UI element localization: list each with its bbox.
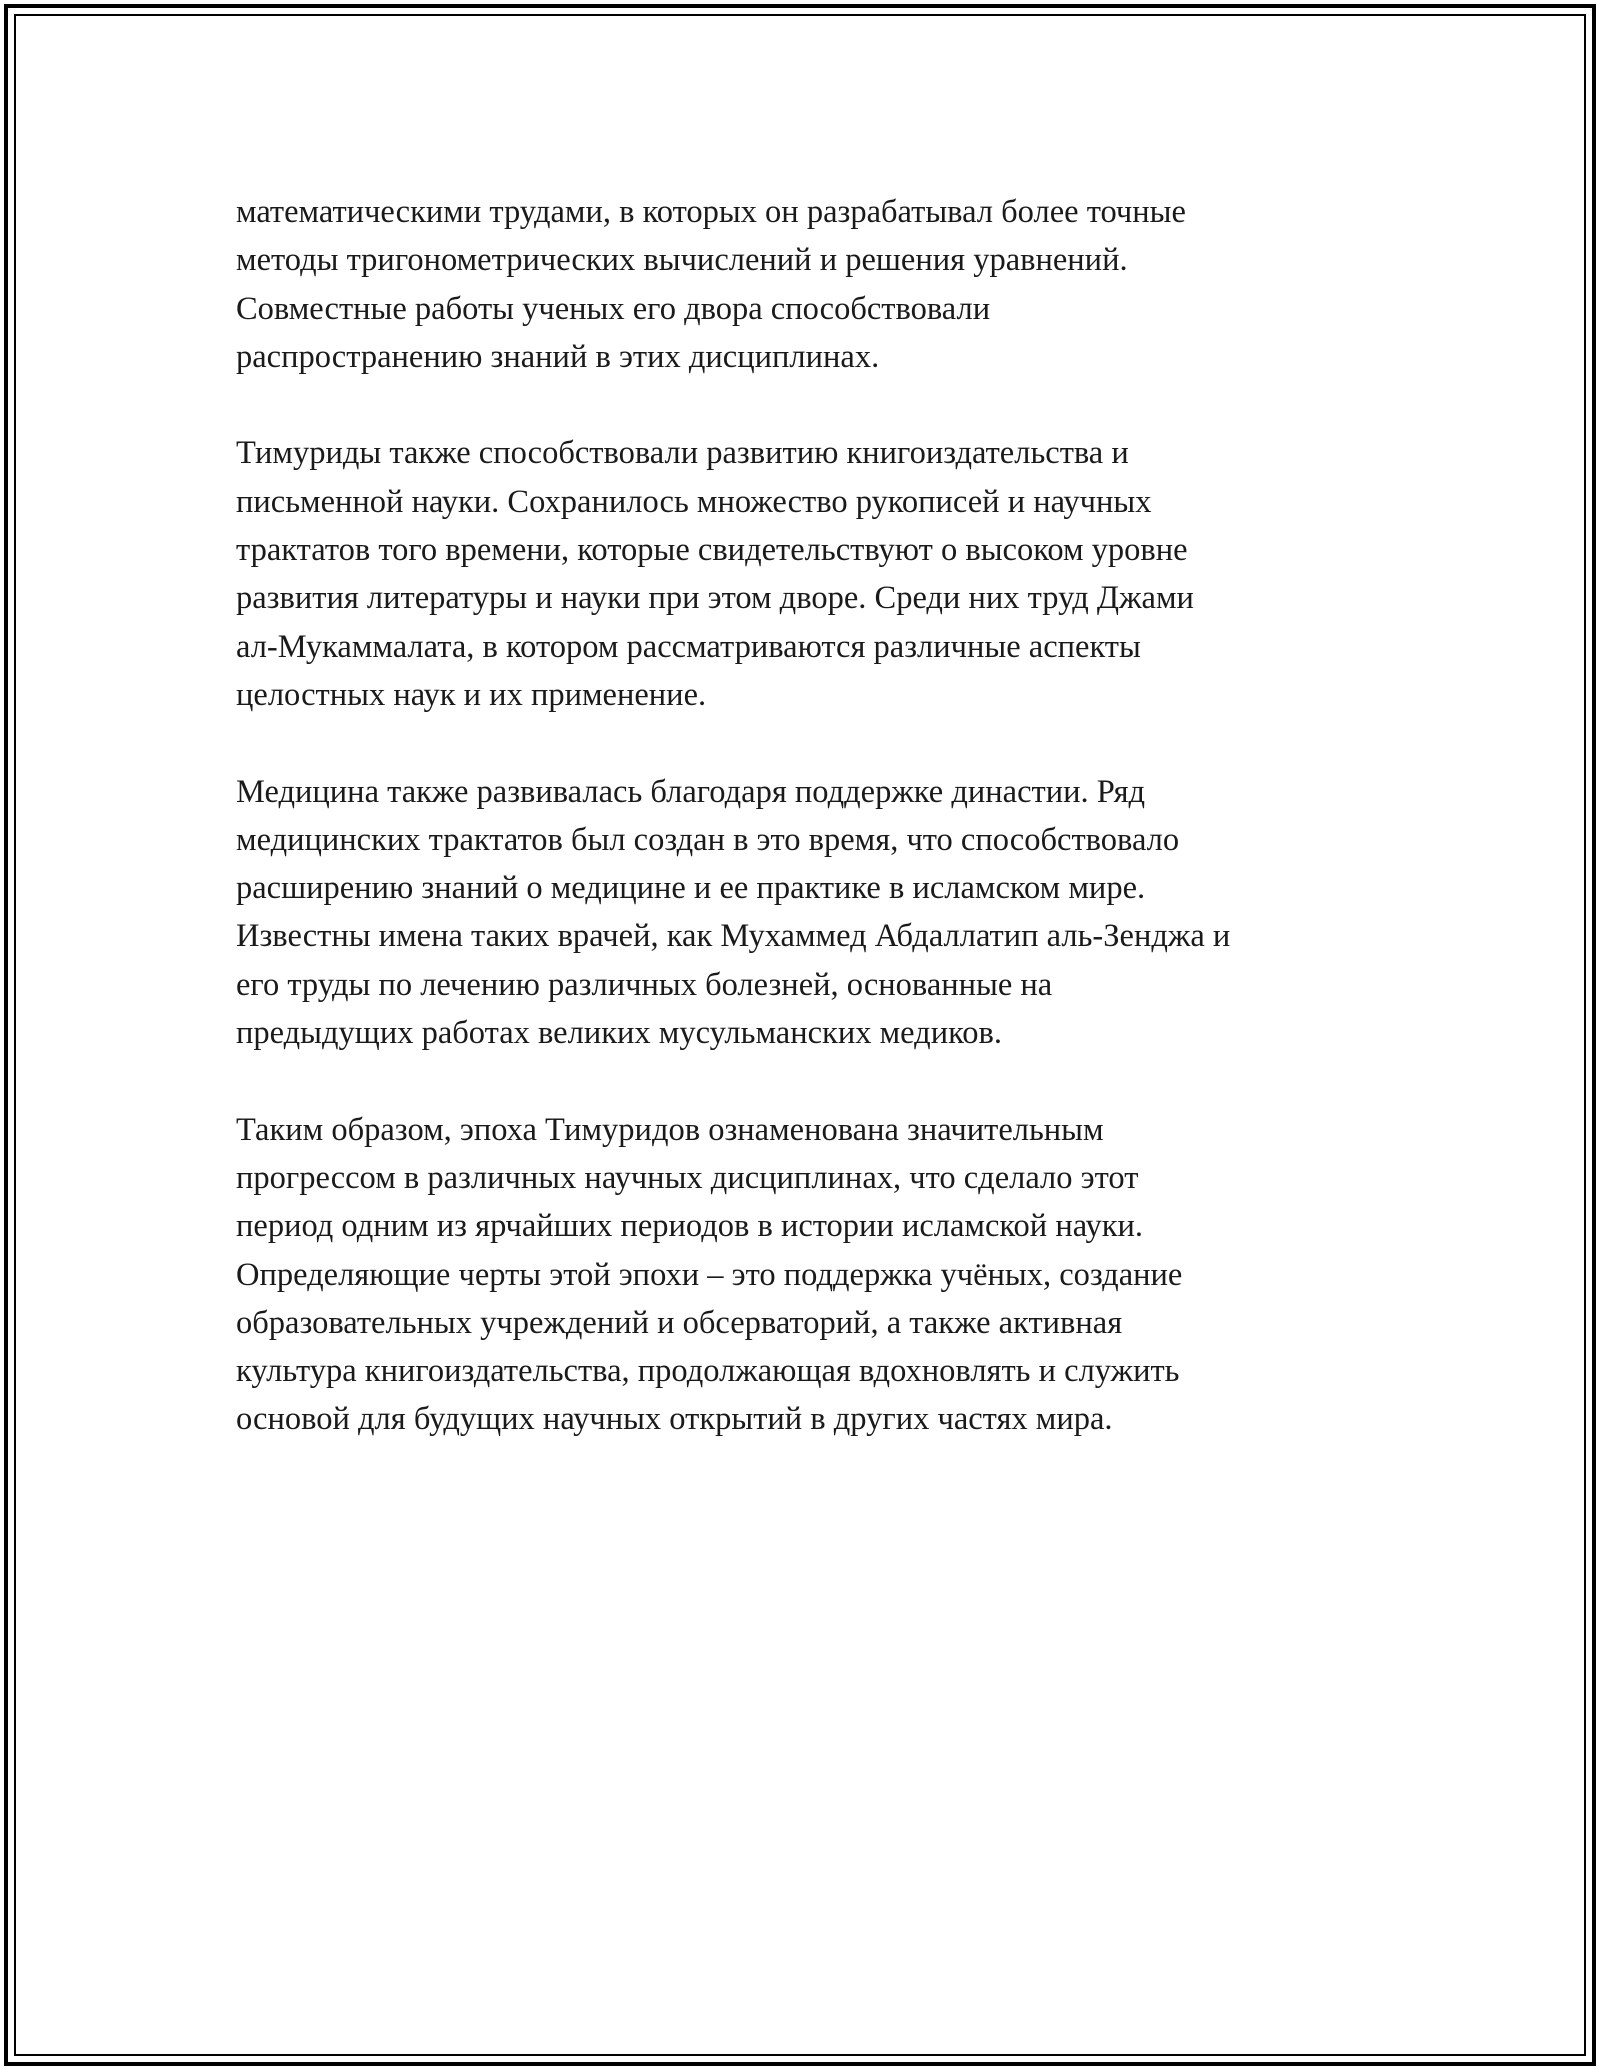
text-line: Совместные работы ученых его двора способствовали	[236, 290, 991, 327]
text-line: Известны имена таких врачей, как Мухаммед Абдаллатип аль-Зенджа и	[236, 918, 1231, 955]
text-line: Медицина также развивалась благодаря поддержке династии. Ряд	[236, 773, 1146, 810]
text-line: математическими трудами, в которых он разрабатывал более точные	[236, 194, 1186, 230]
text-line: распространению знаний в этих дисциплинах.	[236, 338, 880, 375]
text-line: период одним из ярчайших периодов в истории исламской науки.	[236, 1208, 1144, 1245]
text-line: предыдущих работах великих мусульманских медиков.	[236, 1015, 1002, 1052]
text-line: расширению знаний о медицине и ее практике в исламском мире.	[236, 870, 1146, 907]
text-line: Определяющие черты этой эпохи – это поддержка учёных, создание	[236, 1256, 1183, 1293]
text-line: основой для будущих научных открытий в других частях мира.	[236, 1401, 1113, 1438]
text-line: Тимуриды также способствовали развитию книгоиздательства и	[236, 435, 1129, 472]
text-line: прогрессом в различных научных дисциплинах, что сделало этот	[236, 1159, 1139, 1196]
document-body	[236, 188, 1386, 1492]
text-line: ал-Мукаммалата, в котором рассматриваются различные аспекты	[236, 628, 1141, 665]
text-line: медицинских трактатов был создан в это время, что способствовало	[236, 821, 1180, 858]
text-line: развития литературы и науки при этом дворе. Среди них труд Джами	[236, 580, 1194, 617]
paragraph-1	[236, 188, 1386, 381]
text-line: Таким образом, эпоха Тимуридов ознаменована значительным	[236, 1111, 1104, 1148]
paragraph-2	[236, 429, 1386, 719]
paragraph-4	[236, 1106, 1386, 1444]
text-line: культура книгоиздательства, продолжающая вдохновлять и служить	[236, 1353, 1180, 1390]
text-line: письменной науки. Сохранилось множество рукописей и научных	[236, 483, 1152, 520]
paragraph-3	[236, 768, 1386, 1058]
text-line: образовательных учреждений и обсерваторий, а также активная	[236, 1304, 1123, 1341]
text-line: трактатов того времени, которые свидетельствуют о высоком уровне	[236, 532, 1188, 569]
text-line: целостных наук и их применение.	[236, 676, 707, 713]
text-line: методы тригонометрических вычислений и решения уравнений.	[236, 242, 1128, 279]
text-line: его труды по лечению различных болезней, основанные на	[236, 966, 1053, 1003]
